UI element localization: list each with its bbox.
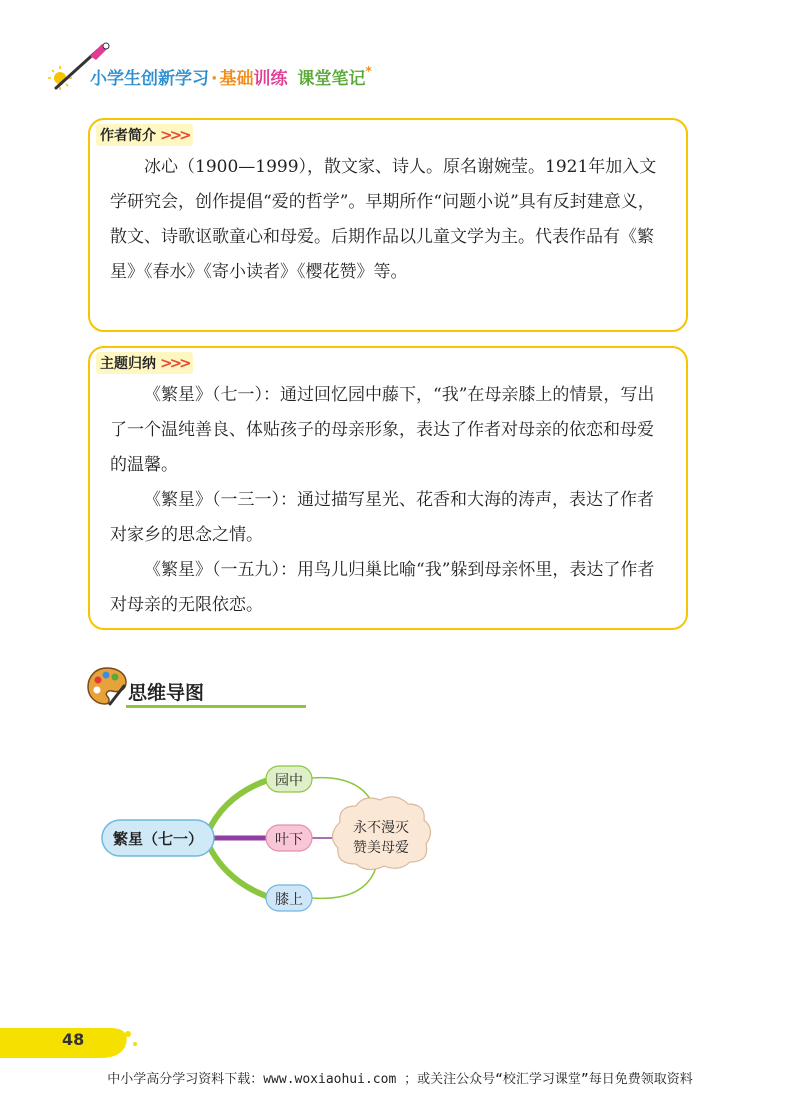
branch-label-garden: 园中 — [275, 772, 303, 788]
author-intro-label: 作者简介 >>> — [96, 124, 193, 146]
header-title: 小学生创新学习 · 基础训练 课堂笔记* — [90, 64, 372, 89]
page-number: 48 — [62, 1030, 85, 1049]
branch-connector — [208, 844, 266, 896]
chevron-right-icon: >>> — [160, 354, 189, 372]
mind-map-heading — [86, 664, 220, 714]
branch-label-leaf: 叶下 — [275, 831, 303, 847]
theme-paragraph: 《繁星》（一五九）：用鸟儿归巢比喻“我”躲到母亲怀里，表达了作者对母亲的无限依恋。 — [110, 560, 655, 615]
book-header — [46, 40, 466, 104]
theme-paragraph: 《繁星》（七一）：通过回忆园中藤下，“我”在母亲膝上的情景，写出了一个温纯善良、体贴孩子的母亲形象，表达了作者对母亲的依恋和母爱的温馨。 — [110, 385, 655, 475]
branch-label-knee: 膝上 — [275, 891, 303, 907]
theme-summary-label: 主题归纳 >>> — [96, 352, 193, 374]
palette-icon — [86, 664, 128, 708]
theme-summary-text — [110, 378, 670, 623]
author-intro-text: 冰心（1900—1999），散文家、诗人。原名谢婉莹。1921年加入文学研究会，创作提倡“爱的哲学”。早期所作“问题小说”具有反封建意义，散文、诗歌讴歌童心和母爱。后期作品以儿童文学为主。代表作品有《繁星》《春水》《寄小读者》《樱花赞》等。 — [110, 157, 657, 282]
heading-underline — [126, 705, 306, 708]
conclusion-line-1: 永不漫灭 — [353, 819, 409, 835]
conclusion-line-2: 赞美母爱 — [353, 839, 409, 855]
root-node-label: 繁星（七一） — [112, 831, 204, 848]
mind-map-diagram — [100, 760, 460, 920]
author-intro-box — [88, 118, 688, 332]
theme-summary-box — [88, 346, 688, 630]
theme-paragraph: 《繁星》（一三一）：通过描写星光、花香和大海的涛声，表达了作者对家乡的思念之情。 — [110, 490, 654, 545]
chevron-right-icon: >>> — [160, 126, 189, 144]
footer-download-note: 中小学高分学习资料下载：www.woxiaohui.com ；或关注公众号“校汇学习课堂”每日免费领取资料 — [107, 1072, 693, 1087]
mind-map-title: 思维导图 — [128, 682, 205, 704]
branch-connector — [208, 780, 268, 832]
